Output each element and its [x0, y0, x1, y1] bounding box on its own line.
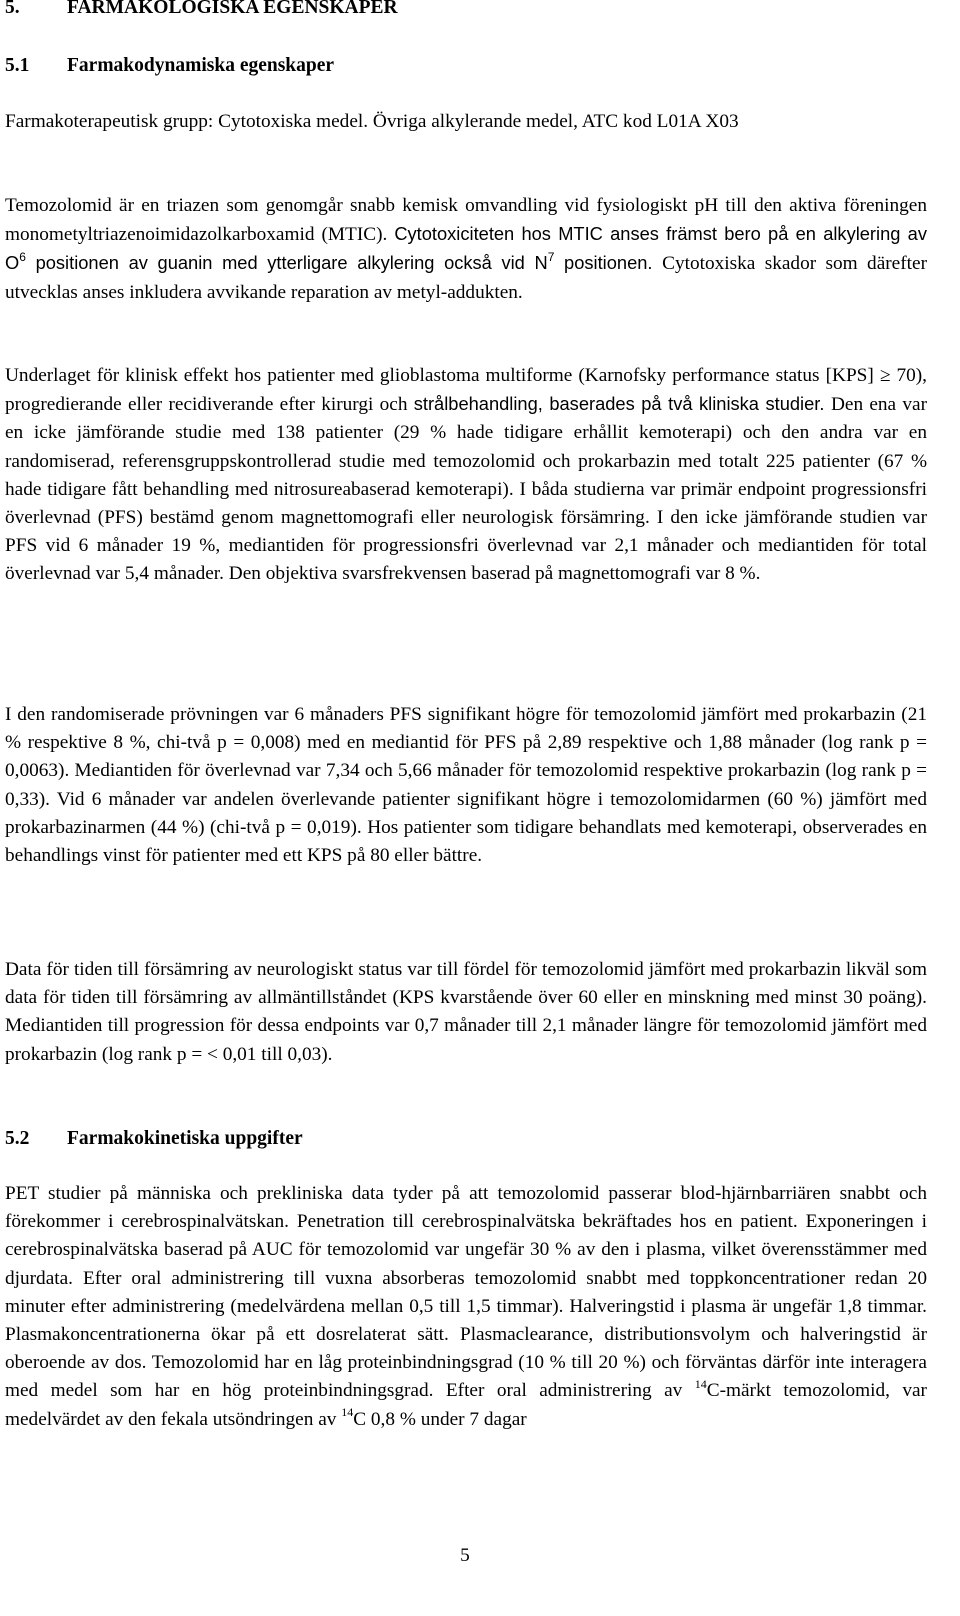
section-number: 5.2 — [5, 1128, 30, 1149]
paragraph-therapeutic-group — [5, 108, 927, 136]
paragraph-randomised-trial: I den randomiserade prövningen var 6 månaders PFS signifikant högre för temozolomid jämfört med prokarbazin (21 % respektive 8 %, chi-två p = 0,008) med en mediantid för PFS på 2,89 respektive och 1,88 månader (log rank p = 0,0063). Mediantiden för överlevnad var 7,34 och 5,66 månader för temozolomid respektive prokarbazin (log rank p = 0,33). Vid 6 månader var andelen överlevande patienter signifikant högre i temozolomidarmen (60 %) jämfört med prokarbazinarmen (44 %) (chi-två p = 0,019). Hos patienter som tidigare behandlats med kemoterapi, observerades en behandlings vinst för patienter med ett KPS på 80 eller bättre. — [5, 704, 927, 867]
text-run: C 0,8 % under 7 dagar — [353, 1408, 527, 1430]
text-run: Farmakoterapeutisk grupp: Cytotoxiska medel. — [5, 111, 373, 132]
text-run: Den ena var en icke jämförande studie med 138 patienter (29 % hade tidigare erhållit kemoterapi) och den andra var en randomiserad, referensgruppskontrollerad studie med temozolomid och prokarbazin med totalt 225 patienter (67 % hade tidigare fått behandling med nitrosureabaserad kemoterapi). I båda studierna var primär endpoint progressionsfri överlevnad (PFS) bestämd genom magnettomografi eller neurologisk försämring. I den icke jämförande studien var PFS vid 6 månader 19 %, mediantiden för progressionsfri överlevnad var 2,1 månader och mediantiden för total överlevnad var 5,4 månader. Den objektiva svarsfrekvensen baserad på magnettomografi var 8 %. — [5, 394, 928, 585]
section-title: Farmakokinetiska uppgifter — [67, 1128, 303, 1149]
section-number: 5. — [5, 0, 20, 18]
text-run: positionen. — [554, 252, 663, 274]
text-run: positionen av guanin med ytterligare alkylering också vid N — [25, 252, 548, 274]
text-run: Cytotoxiska skador som därefter utvecklas anses inkludera avvikande reparation av metyl-addukten. — [5, 253, 927, 303]
superscript: 14 — [694, 1377, 707, 1391]
text-run: Temozolomid är en triazen som genomgår snabb kemisk omvandling vid fysiologiskt pH till den aktiva föreningen monometyltriazenoimidazolkarboxamid (MTIC). — [5, 195, 927, 246]
paragraph-pharmacokinetics — [5, 1180, 927, 1434]
text-run: PET studier på människa och prekliniska data tyder på att temozolomid passerar blod-hjärnbarriären snabbt och förekommer i cerebrospinalvätskan. Penetration till cerebrospinalvätska bekräftades hos en patient. Exponeringen i cerebrospinalvätska baserad på AUC för temozolomid var ungefär 30 % av den i plasma, vilket överensstämmer med djurdata. Efter oral administrering till vuxna absorberas temozolomid snabbt med toppkoncentrationer redan 20 minuter efter administrering (medelvärdena mellan 0,5 till 1,5 timmar). Halveringstid i plasma är ungefär 1,8 timmar. Plasmakoncentrationerna ökar på ett dosrelaterat sätt. Plasmaclearance, distributionsvolym och halveringstid är oberoende av dos. Temozolomid har en låg proteinbindningsgrad (10 % till 20 %) och förväntas därför inte interagera med medel som har en hög proteinbindningsgrad. Efter oral administrering av — [5, 1183, 927, 1402]
greater-equal-symbol: ≥ — [879, 365, 891, 386]
paragraph-neurological-status: Data för tiden till försämring av neurologiskt status var till fördel för temozolomid jämfört med prokarbazin likväl som data för tiden till försämring av allmäntillståndet (KPS kvarstående över 60 eller en minskning med minst 30 poäng). Mediantiden till progression för dessa endpoints var 0,7 månader till 2,1 månader längre för temozolomid jämfört med prokarbazin (log rank p = < 0,01 till 0,03). — [5, 959, 927, 1065]
section-number: 5.1 — [5, 55, 30, 76]
text-run: 70), progredierande eller recidiverande efter kirurgi och — [5, 365, 927, 416]
section-title: FARMAKOLOGISKA EGENSKAPER — [67, 0, 398, 18]
paragraph-temozolomide-mechanism — [5, 192, 927, 307]
text-run: Underlaget för klinisk effekt hos patienter med glioblastoma multiforme (Karnofsky performance status [KPS] — [5, 365, 880, 386]
text-run: Cytotoxiciteten hos MTIC anses främst bero på en alkylering av O — [5, 223, 927, 274]
section-title: Farmakodynamiska egenskaper — [67, 55, 335, 76]
superscript: 7 — [547, 250, 555, 265]
text-run: Övriga alkylerande medel, ATC kod L01A X03 — [372, 111, 739, 132]
section-heading-5 — [5, 0, 927, 22]
superscript: 14 — [341, 1405, 354, 1420]
text-run: C-märkt temozolomid, var medelvärdet av den fekala utsöndringen av — [5, 1380, 927, 1430]
section-heading-5-1 — [5, 52, 927, 80]
sans-run: strålbehandling, baserades på två kliniska studier. — [413, 393, 831, 415]
section-heading-5-2 — [5, 1125, 927, 1153]
superscript: 6 — [19, 250, 26, 265]
paragraph-clinical-efficacy — [5, 362, 927, 589]
page-number: 5 — [460, 1545, 470, 1566]
